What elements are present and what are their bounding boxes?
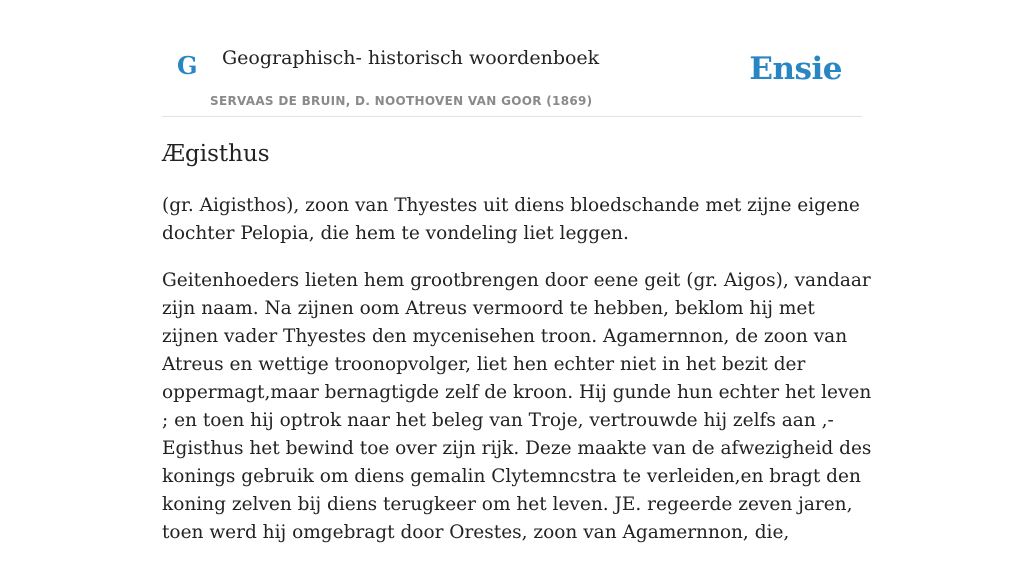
entry-title: Ægisthus [162, 141, 270, 167]
dictionary-header [162, 0, 862, 117]
entry-body [162, 192, 872, 566]
entry-paragraph: Geitenhoeders lieten hem grootbrengen door eene geit (gr. Aigos), vandaar zijn naam. Na zijnen oom Atreus vermoord te hebben, beklom hij met zijnen vader Thyestes den mycenisehen troon. Agamernnon, de zoon van Atreus en wettige troonopvolger, liet hen echter niet in het bezit der oppermagt,maar bernagtigde zelf de kroon. Hij gunde hun echter het leven ; en toen hij optrok naar het beleg van Troje, vertrouwde hij zelfs aan ,-Egisthus het bewind toe over zijn rijk. Deze maakte van de afwezigheid des konings gebruik om diens gemalin Clytemncstra te verleiden,en bragt den koning zelven bij diens terugkeer om het leven. JE. regeerde zeven jaren, toen werd hij omgebragt door Orestes, zoon van Agamernnon, die, [162, 270, 872, 543]
ensie-logo-link[interactable]: Ensie [749, 51, 842, 87]
dictionary-author: SERVAAS DE BRUIN, D. NOOTHOVEN VAN GOOR (1869) [210, 94, 593, 108]
dictionary-logo-icon[interactable]: G [177, 51, 198, 80]
dictionary-title-link[interactable]: Geographisch- historisch woordenboek [222, 47, 600, 69]
entry-paragraph: (gr. Aigisthos), zoon van Thyestes uit diens bloedschande met zijne eigene dochter Pelopia, die hem te vondeling liet leggen. [162, 195, 860, 244]
